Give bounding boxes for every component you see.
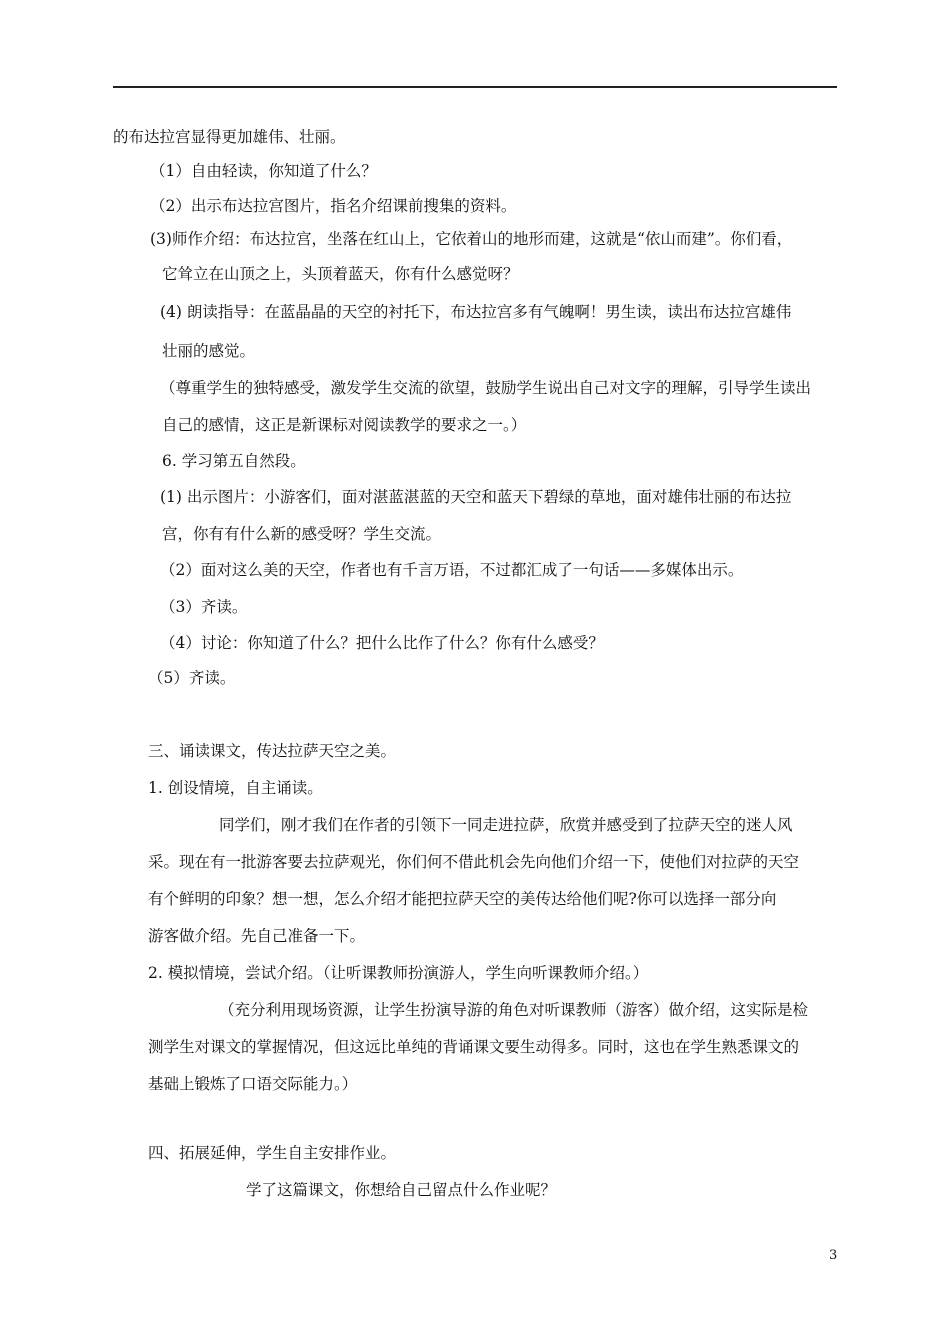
text-line: (1) 出示图片：小游客们，面对湛蓝湛蓝的天空和蓝天下碧绿的草地，面对雄伟壮丽的布达拉 <box>160 488 792 506</box>
section-heading: 三、诵读课文，传达拉萨天空之美。 <box>148 742 397 760</box>
text-line: 测学生对课文的掌握情况，但这远比单纯的背诵课文要生动得多。同时，这也在学生熟悉课文的 <box>148 1038 800 1056</box>
text-line: （4）讨论：你知道了什么？把什么比作了什么？你有什么感受？ <box>160 634 604 652</box>
text-line: (4) 朗读指导：在蓝晶晶的天空的衬托下，布达拉宫多有气魄啊！男生读，读出布达拉宫雄伟 <box>160 303 792 321</box>
header-rule <box>113 86 837 88</box>
text-line: （2）面对这么美的天空，作者也有千言万语，不过都汇成了一句话——多媒体出示。 <box>160 561 744 579</box>
text-line: 同学们，刚才我们在作者的引领下一同走进拉萨，欣赏并感受到了拉萨天空的迷人风 <box>219 816 793 834</box>
text-line: (3)师作介绍：布达拉宫，坐落在红山上，它依着山的地形而建，这就是“依山而建”。你们看， <box>150 230 793 248</box>
text-line: 的布达拉宫显得更加雄伟、壮丽。 <box>113 128 346 146</box>
text-line: 学了这篇课文，你想给自己留点什么作业呢？ <box>246 1181 557 1199</box>
page-number: 3 <box>829 1248 838 1263</box>
text-line: 宫，你有有什么新的感受呀？学生交流。 <box>162 525 442 543</box>
text-line: 1. 创设情境，自主诵读。 <box>148 779 323 797</box>
text-line: （2）出示布达拉宫图片，指名介绍课前搜集的资料。 <box>150 197 517 215</box>
text-line: 2. 模拟情境，尝试介绍。（让听课教师扮演游人，学生向听课教师介绍。） <box>148 964 649 982</box>
text-line: 6. 学习第五自然段。 <box>162 452 306 470</box>
text-line: （1）自由轻读，你知道了什么？ <box>150 162 377 180</box>
text-line: （5）齐读。 <box>148 669 236 687</box>
section-heading: 四、拓展延伸，学生自主安排作业。 <box>148 1144 397 1162</box>
text-line: （充分利用现场资源，让学生扮演导游的角色对听课教师（游客）做介绍，这实际是检 <box>219 1001 809 1019</box>
text-line: 有个鲜明的印象？想一想，怎么介绍才能把拉萨天空的美传达给他们呢?你可以选择一部分向 <box>148 890 777 908</box>
text-line: 游客做介绍。先自己准备一下。 <box>148 927 366 945</box>
text-line: （3）齐读。 <box>160 598 248 616</box>
text-line: （尊重学生的独特感受，激发学生交流的欲望，鼓励学生说出自己对文字的理解，引导学生读出 <box>160 379 812 397</box>
text-line: 自己的感情，这正是新课标对阅读教学的要求之一。） <box>162 416 527 434</box>
text-line: 采。现在有一批游客要去拉萨观光，你们何不借此机会先向他们介绍一下，使他们对拉萨的天空 <box>148 853 800 871</box>
text-line: 基础上锻炼了口语交际能力。） <box>148 1075 358 1093</box>
text-line: 它耸立在山顶之上，头顶着蓝天，你有什么感觉呀？ <box>162 265 519 283</box>
text-line: 壮丽的感觉。 <box>162 342 256 360</box>
